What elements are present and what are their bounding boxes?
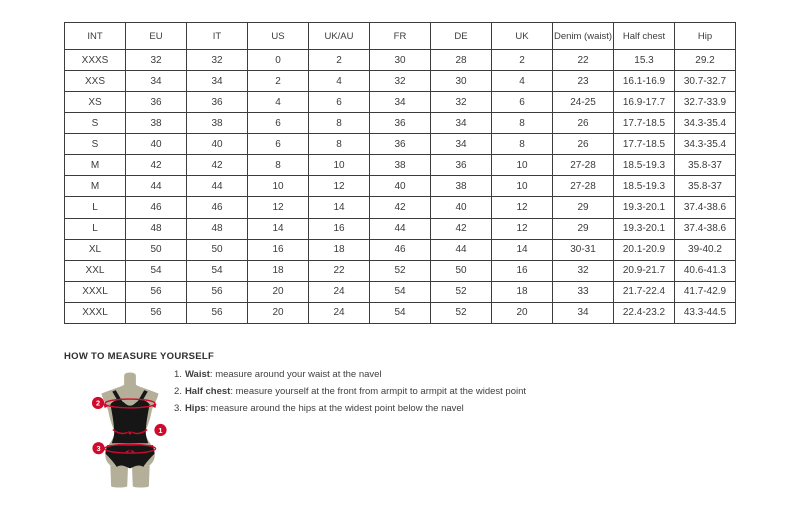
table-cell: 27-28 xyxy=(553,176,614,197)
how-to-measure-title: HOW TO MEASURE YOURSELF xyxy=(64,351,215,362)
table-cell: 56 xyxy=(187,302,248,323)
table-cell: 36 xyxy=(187,92,248,113)
table-cell: 46 xyxy=(126,197,187,218)
table-cell: 48 xyxy=(126,218,187,239)
table-cell: 18.5-19.3 xyxy=(614,176,675,197)
table-cell: 10 xyxy=(309,155,370,176)
table-cell: 40 xyxy=(126,134,187,155)
table-cell: 16 xyxy=(248,239,309,260)
table-cell: 34 xyxy=(126,71,187,92)
column-header: INT xyxy=(65,23,126,50)
table-cell: 17.7-18.5 xyxy=(614,134,675,155)
table-cell: 10 xyxy=(492,176,553,197)
table-cell: 44 xyxy=(187,176,248,197)
table-cell: XXL xyxy=(65,260,126,281)
table-cell: M xyxy=(65,155,126,176)
table-cell: 6 xyxy=(492,92,553,113)
table-cell: 56 xyxy=(126,281,187,302)
table-cell: 29.2 xyxy=(675,50,736,71)
table-cell: 54 xyxy=(187,260,248,281)
size-chart-table xyxy=(64,22,736,324)
table-cell: 19.3-20.1 xyxy=(614,218,675,239)
table-cell: 41.7-42.9 xyxy=(675,281,736,302)
table-cell: 6 xyxy=(248,113,309,134)
table-cell: 39-40.2 xyxy=(675,239,736,260)
table-cell: 44 xyxy=(370,218,431,239)
measure-item-waist xyxy=(174,366,526,383)
table-cell: 38 xyxy=(126,113,187,134)
table-cell: XXXL xyxy=(65,281,126,302)
table-cell: 16 xyxy=(492,260,553,281)
column-header: IT xyxy=(187,23,248,50)
table-cell: 56 xyxy=(187,281,248,302)
item-label: Hips xyxy=(184,403,206,414)
table-cell: 16.1-16.9 xyxy=(614,71,675,92)
table-cell: 16 xyxy=(309,218,370,239)
badge-hips-number: 3 xyxy=(96,443,101,453)
table-cell: 35.8-37 xyxy=(675,155,736,176)
column-header: UK/AU xyxy=(309,23,370,50)
table-cell: 32 xyxy=(187,50,248,71)
table-row xyxy=(65,302,736,323)
table-cell: 34.3-35.4 xyxy=(675,113,736,134)
table-cell: 24 xyxy=(309,281,370,302)
item-text: : measure around your waist at the navel xyxy=(209,369,382,380)
table-cell: 8 xyxy=(248,155,309,176)
table-cell: 14 xyxy=(248,218,309,239)
table-cell: 54 xyxy=(370,281,431,302)
table-cell: 40 xyxy=(431,197,492,218)
table-cell: 38 xyxy=(370,155,431,176)
table-cell: L xyxy=(65,218,126,239)
table-cell: S xyxy=(65,134,126,155)
table-cell: 24 xyxy=(309,302,370,323)
table-row xyxy=(65,218,736,239)
table-cell: 2 xyxy=(492,50,553,71)
column-header: EU xyxy=(126,23,187,50)
table-row xyxy=(65,113,736,134)
table-row xyxy=(65,155,736,176)
table-cell: 36 xyxy=(126,92,187,113)
table-cell: 18 xyxy=(248,260,309,281)
item-number: 1. xyxy=(174,369,182,380)
table-cell: 37.4-38.6 xyxy=(675,218,736,239)
item-number: 3. xyxy=(174,403,182,414)
measure-item-hips xyxy=(174,400,526,417)
table-row xyxy=(65,281,736,302)
table-cell: 54 xyxy=(126,260,187,281)
table-cell: 28 xyxy=(431,50,492,71)
table-cell: 56 xyxy=(126,302,187,323)
table-cell: 34 xyxy=(431,113,492,134)
table-cell: 44 xyxy=(126,176,187,197)
table-row xyxy=(65,197,736,218)
table-cell: 52 xyxy=(431,302,492,323)
table-cell: 0 xyxy=(248,50,309,71)
table-cell: M xyxy=(65,176,126,197)
table-cell: XL xyxy=(65,239,126,260)
table-cell: 16.9-17.7 xyxy=(614,92,675,113)
table-cell: 22 xyxy=(553,50,614,71)
table-cell: 18.5-19.3 xyxy=(614,155,675,176)
size-table-body xyxy=(65,50,736,324)
table-row xyxy=(65,71,736,92)
table-cell: 42 xyxy=(370,197,431,218)
table-cell: 14 xyxy=(492,239,553,260)
column-header: Half chest xyxy=(614,23,675,50)
table-cell: 37.4-38.6 xyxy=(675,197,736,218)
table-cell: S xyxy=(65,113,126,134)
table-cell: 32 xyxy=(431,92,492,113)
table-cell: 20 xyxy=(248,302,309,323)
table-cell: 30-31 xyxy=(553,239,614,260)
measure-instructions xyxy=(174,366,526,417)
table-cell: 32 xyxy=(370,71,431,92)
table-cell: 18 xyxy=(309,239,370,260)
table-cell: 20.1-20.9 xyxy=(614,239,675,260)
table-cell: 26 xyxy=(553,113,614,134)
table-row xyxy=(65,134,736,155)
badge-chest-number: 2 xyxy=(95,398,101,408)
table-cell: 50 xyxy=(187,239,248,260)
table-cell: 6 xyxy=(309,92,370,113)
table-cell: 42 xyxy=(431,218,492,239)
table-cell: 48 xyxy=(187,218,248,239)
table-cell: 33 xyxy=(553,281,614,302)
table-cell: 18 xyxy=(492,281,553,302)
table-header-row xyxy=(65,23,736,50)
table-cell: 20 xyxy=(248,281,309,302)
table-cell: 52 xyxy=(431,281,492,302)
table-cell: 8 xyxy=(309,134,370,155)
table-cell: 30 xyxy=(370,50,431,71)
table-cell: 4 xyxy=(248,92,309,113)
table-cell: 29 xyxy=(553,197,614,218)
column-header: Hip xyxy=(675,23,736,50)
table-cell: 40.6-41.3 xyxy=(675,260,736,281)
measure-item-half-chest xyxy=(174,383,526,400)
table-cell: 10 xyxy=(248,176,309,197)
item-number: 2. xyxy=(174,386,182,397)
table-row xyxy=(65,239,736,260)
column-header: UK xyxy=(492,23,553,50)
table-cell: 4 xyxy=(492,71,553,92)
measurement-figure xyxy=(86,371,174,489)
table-cell: 19.3-20.1 xyxy=(614,197,675,218)
table-row xyxy=(65,176,736,197)
item-text: : measure yourself at the front from armpit to armpit at the widest point xyxy=(230,386,527,397)
table-cell: 50 xyxy=(431,260,492,281)
table-cell: 34.3-35.4 xyxy=(675,134,736,155)
table-cell: 12 xyxy=(492,218,553,239)
table-cell: XXXL xyxy=(65,302,126,323)
table-cell: 35.8-37 xyxy=(675,176,736,197)
table-cell: 20.9-21.7 xyxy=(614,260,675,281)
table-cell: 36 xyxy=(370,113,431,134)
table-cell: 22.4-23.2 xyxy=(614,302,675,323)
table-cell: 32.7-33.9 xyxy=(675,92,736,113)
column-header: DE xyxy=(431,23,492,50)
table-cell: 12 xyxy=(248,197,309,218)
item-text: : measure around the hips at the widest point below the navel xyxy=(205,403,464,414)
table-cell: XS xyxy=(65,92,126,113)
column-header: US xyxy=(248,23,309,50)
table-cell: 26 xyxy=(553,134,614,155)
table-cell: 44 xyxy=(431,239,492,260)
table-cell: 36 xyxy=(431,155,492,176)
table-cell: 23 xyxy=(553,71,614,92)
table-cell: 52 xyxy=(370,260,431,281)
table-row xyxy=(65,260,736,281)
table-cell: 12 xyxy=(492,197,553,218)
table-cell: 27-28 xyxy=(553,155,614,176)
table-cell: 36 xyxy=(370,134,431,155)
table-cell: 50 xyxy=(126,239,187,260)
table-cell: 2 xyxy=(309,50,370,71)
table-cell: 6 xyxy=(248,134,309,155)
table-cell: 8 xyxy=(492,134,553,155)
table-cell: 24-25 xyxy=(553,92,614,113)
table-cell: 17.7-18.5 xyxy=(614,113,675,134)
table-cell: 38 xyxy=(431,176,492,197)
badge-waist-number: 1 xyxy=(158,425,163,435)
table-cell: 30 xyxy=(431,71,492,92)
table-cell: 46 xyxy=(187,197,248,218)
table-cell: 38 xyxy=(187,113,248,134)
table-cell: 2 xyxy=(248,71,309,92)
table-cell: L xyxy=(65,197,126,218)
table-cell: 30.7-32.7 xyxy=(675,71,736,92)
table-cell: 42 xyxy=(126,155,187,176)
table-cell: 14 xyxy=(309,197,370,218)
table-cell: 15.3 xyxy=(614,50,675,71)
table-cell: 43.3-44.5 xyxy=(675,302,736,323)
table-row xyxy=(65,50,736,71)
table-cell: 34 xyxy=(553,302,614,323)
column-header: FR xyxy=(370,23,431,50)
table-cell: 34 xyxy=(431,134,492,155)
column-header: Denim (waist) xyxy=(553,23,614,50)
item-label: Half chest xyxy=(184,386,231,397)
table-cell: 54 xyxy=(370,302,431,323)
table-cell: 32 xyxy=(126,50,187,71)
table-cell: 12 xyxy=(309,176,370,197)
table-cell: 40 xyxy=(370,176,431,197)
table-cell: 8 xyxy=(492,113,553,134)
table-cell: 8 xyxy=(309,113,370,134)
table-cell: XXXS xyxy=(65,50,126,71)
table-cell: 4 xyxy=(309,71,370,92)
table-cell: 32 xyxy=(553,260,614,281)
table-cell: 21.7-22.4 xyxy=(614,281,675,302)
table-cell: 20 xyxy=(492,302,553,323)
table-cell: XXS xyxy=(65,71,126,92)
table-row xyxy=(65,92,736,113)
table-cell: 22 xyxy=(309,260,370,281)
table-cell: 40 xyxy=(187,134,248,155)
table-cell: 10 xyxy=(492,155,553,176)
table-cell: 42 xyxy=(187,155,248,176)
table-cell: 46 xyxy=(370,239,431,260)
table-cell: 34 xyxy=(187,71,248,92)
table-cell: 34 xyxy=(370,92,431,113)
table-cell: 29 xyxy=(553,218,614,239)
item-label: Waist xyxy=(184,369,210,380)
